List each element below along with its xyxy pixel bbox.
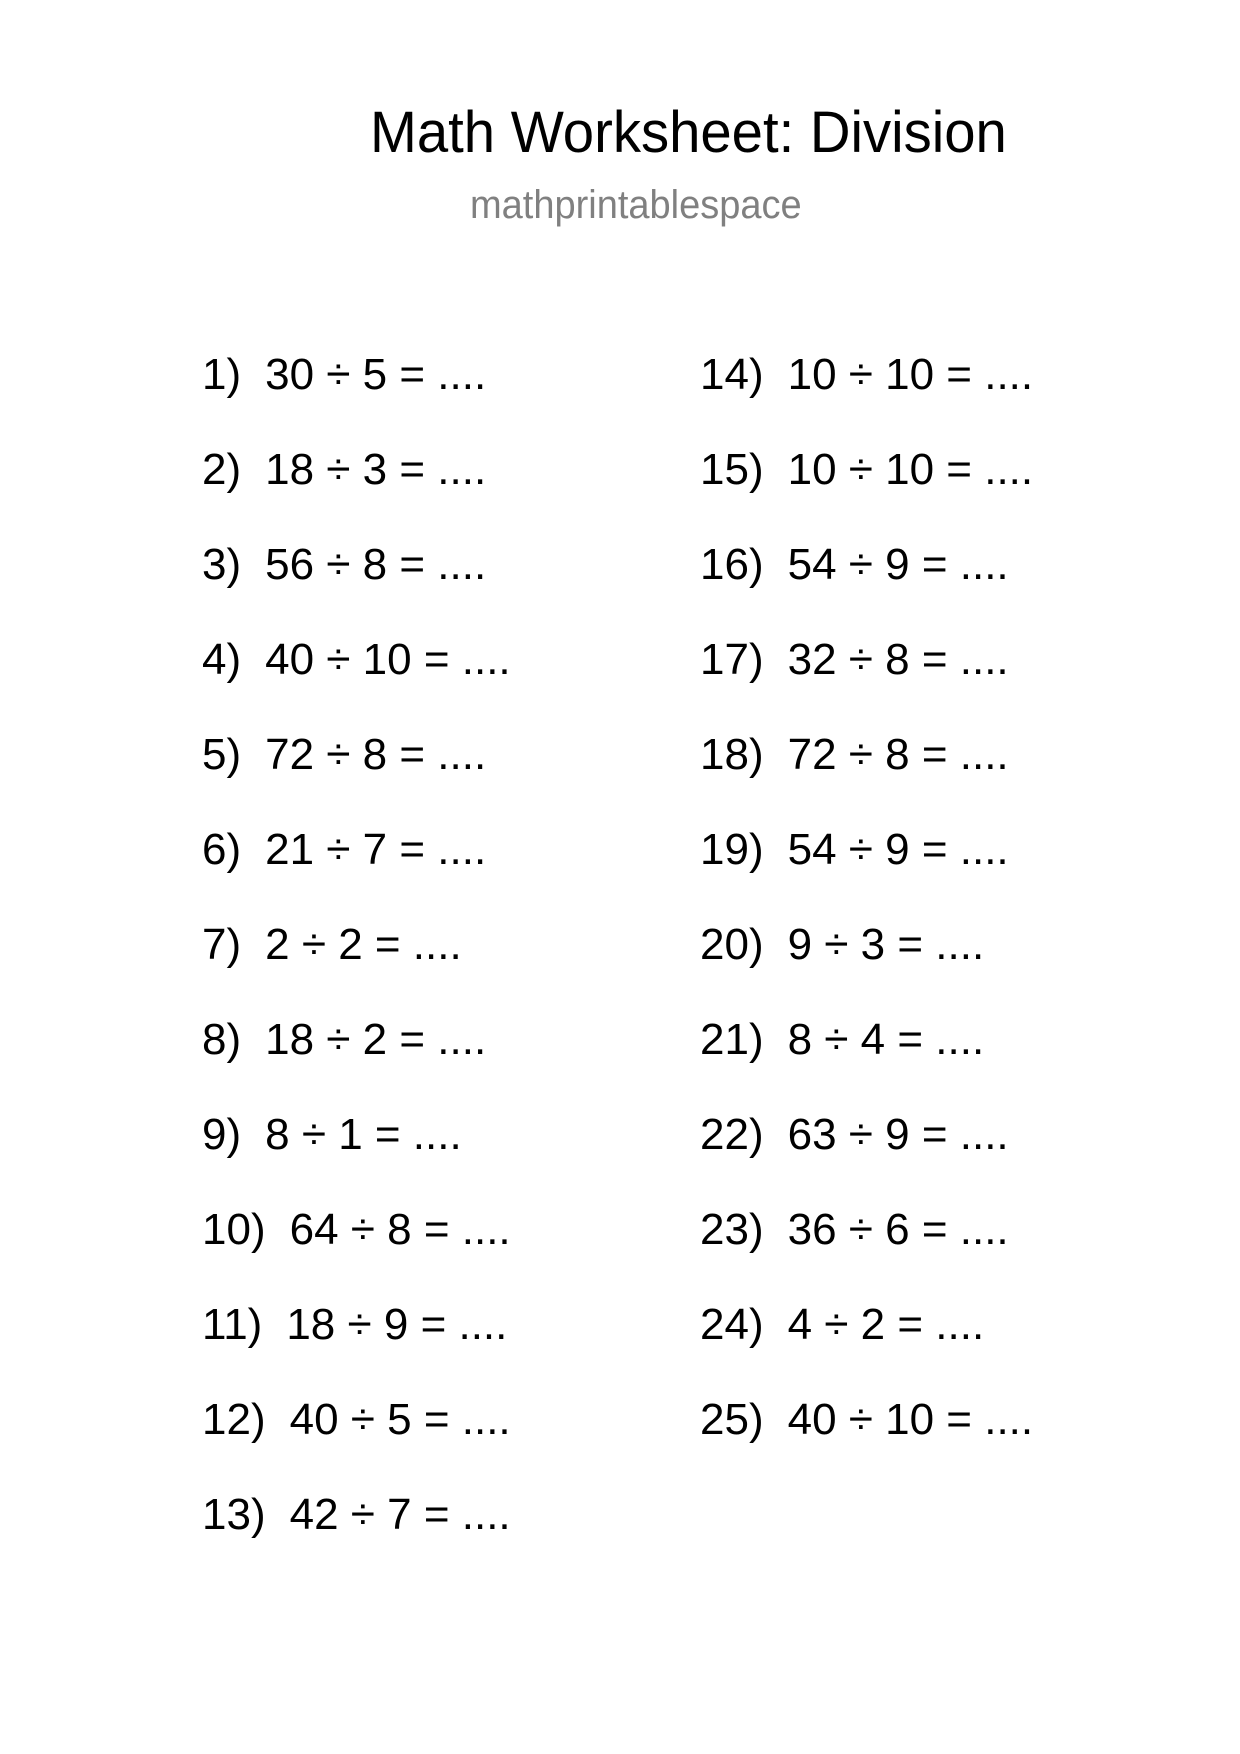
problem-number: 1) xyxy=(202,350,242,399)
problem-item xyxy=(700,1200,1033,1295)
page-subtitle: mathprintablespace xyxy=(470,183,802,227)
problem-number: 10) xyxy=(202,1205,266,1254)
problem-item xyxy=(700,915,1033,1010)
problem-number: 12) xyxy=(202,1395,266,1444)
problem-number: 2) xyxy=(202,445,242,494)
problem-number: 6) xyxy=(202,825,242,874)
problem-number: 19) xyxy=(700,825,764,874)
problem-item xyxy=(202,915,511,1010)
problem-expression: 54 ÷ 9 = .... xyxy=(787,825,1009,874)
problem-item xyxy=(700,345,1033,440)
problem-expression: 54 ÷ 9 = .... xyxy=(787,540,1009,589)
problem-expression: 36 ÷ 6 = .... xyxy=(787,1205,1009,1254)
problem-number: 4) xyxy=(202,635,242,684)
problem-expression: 40 ÷ 10 = .... xyxy=(265,635,511,684)
problem-expression: 42 ÷ 7 = .... xyxy=(289,1490,511,1539)
problem-expression: 40 ÷ 5 = .... xyxy=(289,1395,511,1444)
problem-number: 7) xyxy=(202,920,242,969)
problem-number: 9) xyxy=(202,1110,242,1159)
problem-item xyxy=(700,725,1033,820)
problem-expression: 30 ÷ 5 = .... xyxy=(265,350,487,399)
problem-item xyxy=(700,535,1033,630)
problem-expression: 18 ÷ 9 = .... xyxy=(286,1300,508,1349)
problem-expression: 72 ÷ 8 = .... xyxy=(787,730,1009,779)
problem-item xyxy=(700,1390,1033,1485)
problem-expression: 56 ÷ 8 = .... xyxy=(265,540,487,589)
problem-item xyxy=(700,630,1033,725)
problem-expression: 40 ÷ 10 = .... xyxy=(787,1395,1034,1444)
problem-item xyxy=(700,1295,1033,1390)
problem-item xyxy=(202,1295,511,1390)
problem-expression: 18 ÷ 2 = .... xyxy=(265,1015,487,1064)
problem-expression: 63 ÷ 9 = .... xyxy=(787,1110,1009,1159)
problem-item xyxy=(202,820,511,915)
problem-item xyxy=(202,345,511,440)
problem-expression: 18 ÷ 3 = .... xyxy=(265,445,487,494)
problem-item xyxy=(700,1105,1033,1200)
problem-number: 14) xyxy=(700,350,764,399)
problem-expression: 2 ÷ 2 = .... xyxy=(265,920,462,969)
problem-number: 15) xyxy=(700,445,764,494)
problem-item xyxy=(202,1010,511,1105)
problem-item xyxy=(700,440,1033,535)
problem-item xyxy=(202,1485,511,1580)
problem-expression: 8 ÷ 1 = .... xyxy=(265,1110,462,1159)
problem-number: 17) xyxy=(700,635,764,684)
problem-item xyxy=(202,535,511,630)
problem-item xyxy=(700,820,1033,915)
problems-right-column xyxy=(700,345,1033,1485)
problem-expression: 8 ÷ 4 = .... xyxy=(787,1015,985,1064)
problem-number: 13) xyxy=(202,1490,266,1539)
problem-number: 16) xyxy=(700,540,764,589)
problem-item xyxy=(202,1105,511,1200)
page-title: Math Worksheet: Division xyxy=(370,100,1007,165)
problem-number: 8) xyxy=(202,1015,242,1064)
problem-number: 18) xyxy=(700,730,764,779)
problem-number: 5) xyxy=(202,730,242,779)
problem-item xyxy=(202,630,511,725)
problem-expression: 9 ÷ 3 = .... xyxy=(787,920,985,969)
problem-expression: 10 ÷ 10 = .... xyxy=(787,350,1034,399)
problem-number: 25) xyxy=(700,1395,764,1444)
problem-number: 24) xyxy=(700,1300,764,1349)
problem-number: 11) xyxy=(202,1300,263,1349)
problem-item xyxy=(202,1390,511,1485)
problem-expression: 32 ÷ 8 = .... xyxy=(787,635,1009,684)
problem-number: 23) xyxy=(700,1205,764,1254)
problem-number: 21) xyxy=(700,1015,764,1064)
problem-number: 20) xyxy=(700,920,764,969)
problem-expression: 4 ÷ 2 = .... xyxy=(787,1300,985,1349)
problem-number: 22) xyxy=(700,1110,764,1159)
problem-expression: 21 ÷ 7 = .... xyxy=(265,825,487,874)
problem-item xyxy=(202,1200,511,1295)
problem-item xyxy=(700,1010,1033,1105)
problem-item xyxy=(202,725,511,820)
problems-left-column xyxy=(202,345,511,1580)
problem-expression: 72 ÷ 8 = .... xyxy=(265,730,487,779)
problem-expression: 64 ÷ 8 = .... xyxy=(289,1205,511,1254)
problem-number: 3) xyxy=(202,540,242,589)
problem-expression: 10 ÷ 10 = .... xyxy=(787,445,1034,494)
problem-item xyxy=(202,440,511,535)
